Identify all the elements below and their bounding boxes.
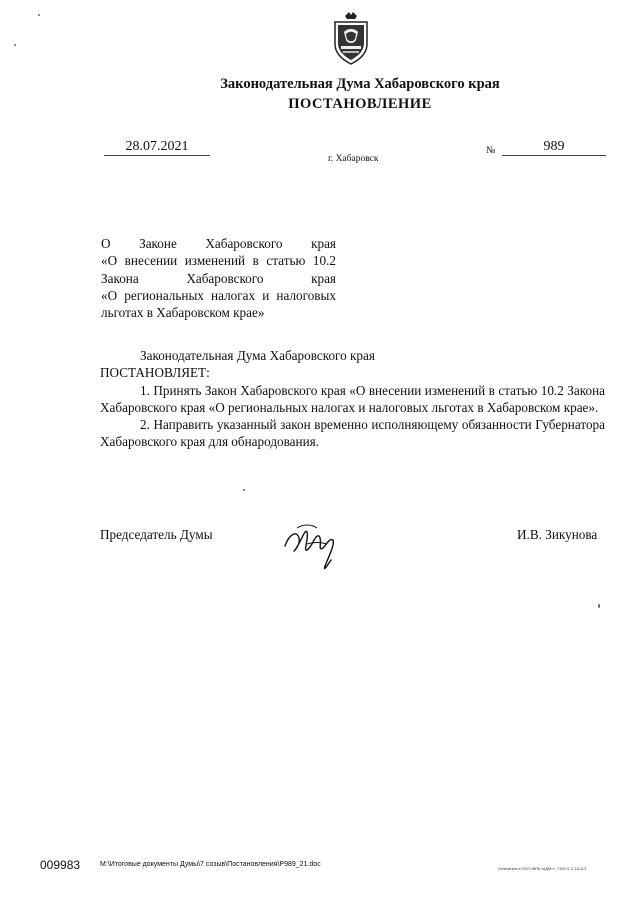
- document-number: 989: [502, 139, 606, 156]
- coat-of-arms-emblem: [331, 10, 371, 66]
- scan-speck: [38, 14, 40, 16]
- document-city: г. Хабаровск: [328, 154, 379, 164]
- body-item-2: 2. Направить указанный закон временно исполняющему обязанности Губернатора Хабаровского края для обнародования.: [100, 417, 605, 450]
- number-label: №: [486, 145, 496, 156]
- scan-speck: [243, 489, 245, 491]
- body-intro: Законодательная Дума Хабаровского края: [140, 348, 375, 363]
- scan-speck: [14, 44, 16, 46]
- document-date: 28.07.2021: [104, 139, 210, 156]
- body-item-1: 1. Принять Закон Хабаровского края «О внесении изменений в статью 10.2 Закона Хабаровского края «О региональных налогах и налоговых льготах в Хабаровском крае».: [100, 382, 605, 415]
- signatory-name: И.В. Зикунова: [517, 527, 598, 542]
- subject-line: «О внесении изменений в статью 10.2: [101, 253, 336, 269]
- file-path: M:\Итоговые документы Думы\7 созыв\Постановления\P989_21.doc: [100, 861, 321, 868]
- document-type-title: ПОСТАНОВЛЕНИЕ: [288, 96, 432, 112]
- printer-mark: Отпечатано в ООО «ВПК «АДМ»», Т.500 З. С-18-11/1: [498, 867, 587, 871]
- handwritten-signature: [277, 516, 347, 578]
- subject-line: льготах в Хабаровском крае»: [101, 305, 265, 321]
- body-resolves: ПОСТАНОВЛЯЕТ:: [100, 365, 210, 381]
- registration-number: 009983: [40, 858, 81, 872]
- subject-line: О Законе Хабаровского края: [101, 236, 336, 251]
- signatory-position: Председатель Думы: [100, 527, 213, 542]
- scan-speck: [598, 604, 600, 608]
- document-body: [100, 347, 605, 451]
- subject-line: «О региональных налогах и налоговых: [101, 287, 336, 303]
- document-subject: [101, 235, 336, 321]
- subject-line: Закона Хабаровского края: [101, 270, 336, 286]
- organization-title: Законодательная Дума Хабаровского края: [220, 76, 500, 92]
